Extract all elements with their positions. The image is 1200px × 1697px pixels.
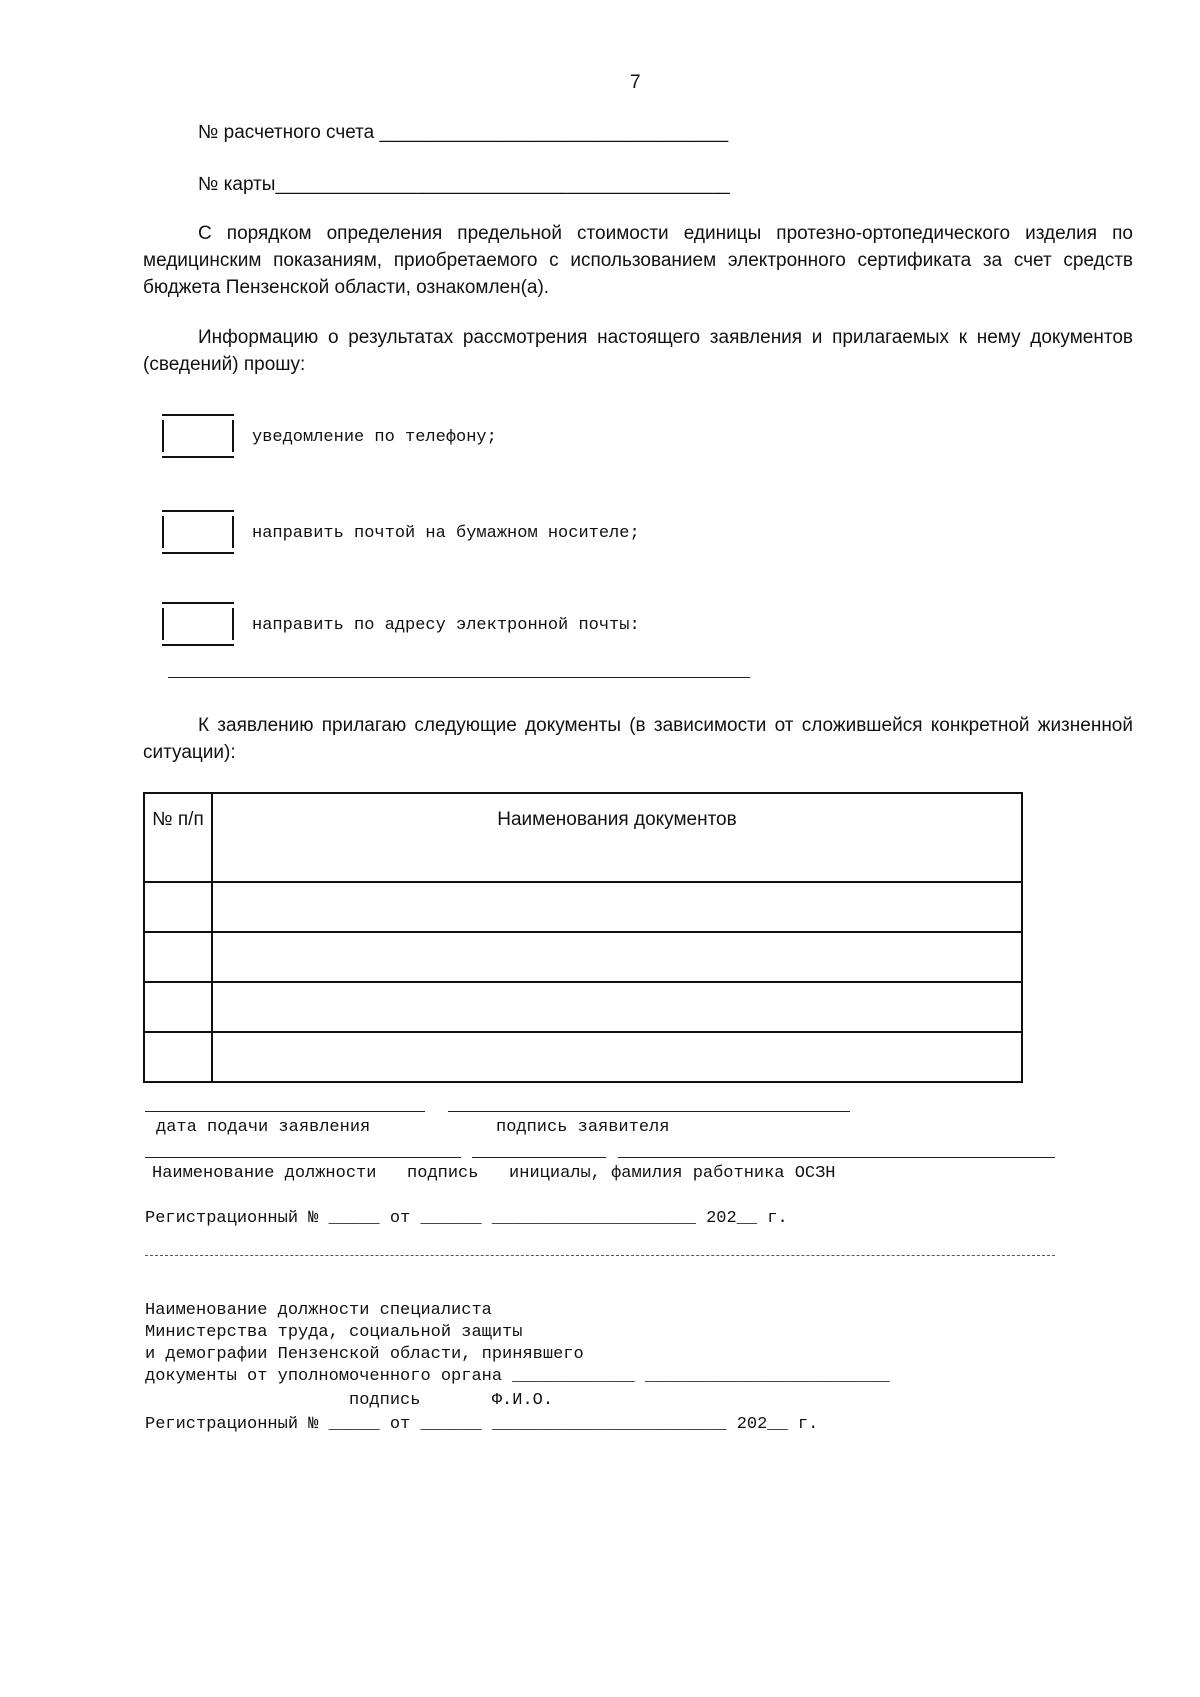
page-number: 7	[630, 72, 641, 93]
table-cell[interactable]	[212, 982, 1022, 1032]
paragraph-info-request	[143, 324, 1133, 378]
header-number	[144, 793, 212, 882]
table-header-row	[144, 793, 1022, 882]
account-number-line[interactable]: № расчетного счета _________________________________	[198, 122, 729, 143]
ministry-signature-caption: подпись Ф.И.О.	[145, 1391, 554, 1410]
table-cell[interactable]	[212, 932, 1022, 982]
registration-line-1[interactable]: Регистрационный № _____ от ______ ____________________ 202__ г.	[145, 1209, 788, 1228]
paragraph-attached-docs	[143, 712, 1133, 766]
date-field-line[interactable]	[145, 1111, 425, 1112]
staff-position-line[interactable]	[145, 1157, 461, 1158]
card-number-line[interactable]: № карты___________________________________________	[198, 174, 730, 195]
checkbox-mail[interactable]	[162, 510, 234, 554]
paragraph-cost-procedure	[143, 220, 1133, 301]
header-document-name	[212, 793, 1022, 882]
staff-caption: Наименование должности подпись инициалы, фамилия работника ОСЗН	[152, 1164, 836, 1183]
table-row	[144, 982, 1022, 1032]
table-row	[144, 882, 1022, 932]
table-cell[interactable]	[144, 882, 212, 932]
ministry-specialist-block: Наименование должности специалиста Министерства труда, социальной защиты и демографии Пензенской области, принявшего документы от уполномоченного органа ____________ ________________________	[145, 1301, 890, 1386]
table-cell[interactable]	[212, 1032, 1022, 1082]
option-mail-label: направить почтой на бумажном носителе;	[252, 524, 640, 543]
date-label: дата подачи заявления	[156, 1118, 371, 1137]
paragraph-cost-text: С порядком определения предельной стоимости единицы протезно-ортопедического изделия по медицинским показаниям, приобретаемого с использованием электронного сертификата за счет средств бюджета Пензенской области, ознакомлен(а).	[143, 223, 1133, 298]
documents-table	[143, 792, 1023, 1083]
staff-signature-line[interactable]	[472, 1157, 606, 1158]
checkbox-email[interactable]	[162, 602, 234, 646]
header-number-text: № п/п	[152, 809, 204, 830]
paragraph-info-text: Информацию о результатах рассмотрения настоящего заявления и прилагаемых к нему документов (сведений) прошу:	[143, 327, 1133, 375]
header-document-name-text: Наименования документов	[497, 809, 737, 830]
paragraph-docs-text: К заявлению прилагаю следующие документы (в зависимости от сложившейся конкретной жизненной ситуации):	[143, 715, 1133, 763]
table-cell[interactable]	[144, 1032, 212, 1082]
staff-name-line[interactable]	[618, 1157, 1055, 1158]
table-cell[interactable]	[144, 932, 212, 982]
option-phone-label: уведомление по телефону;	[252, 428, 497, 447]
registration-line-2[interactable]: Регистрационный № _____ от ______ _______________________ 202__ г.	[145, 1415, 819, 1434]
table-cell[interactable]	[212, 882, 1022, 932]
table-row	[144, 1032, 1022, 1082]
applicant-signature-line[interactable]	[448, 1111, 850, 1112]
email-address-field[interactable]	[168, 677, 750, 678]
applicant-signature-label: подпись заявителя	[496, 1118, 670, 1137]
table-cell[interactable]	[144, 982, 212, 1032]
separator-dashed-line	[145, 1255, 1055, 1256]
table-row	[144, 932, 1022, 982]
checkbox-phone[interactable]	[162, 414, 234, 458]
option-email-label: направить по адресу электронной почты:	[252, 616, 640, 635]
